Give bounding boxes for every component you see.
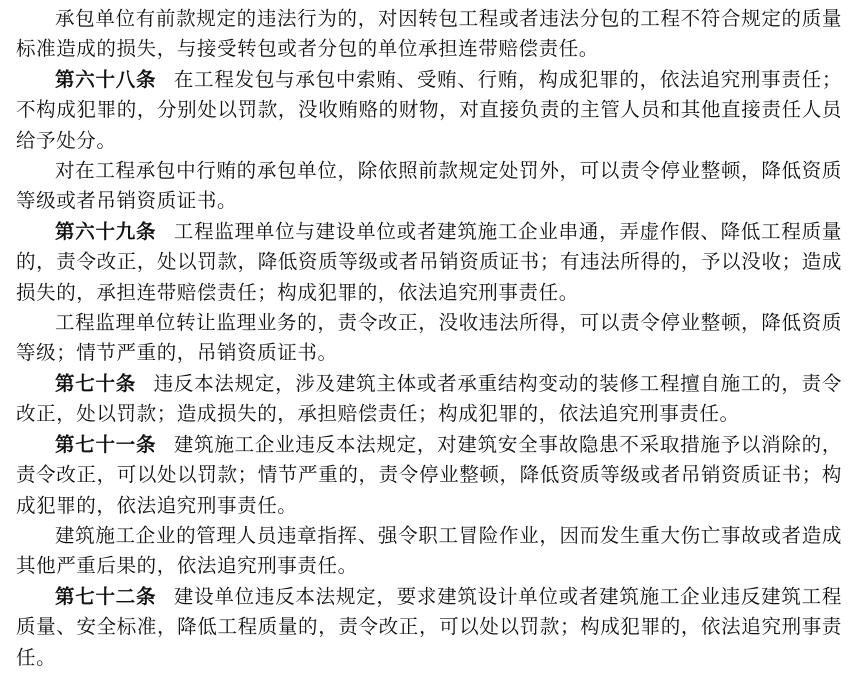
article-70-text: 违反本法规定，涉及建筑主体或者承重结构变动的装修工程擅自施工的，责令改正，处以罚款；造成损失的，承担赔偿责任；构成犯罪的，依法追究刑事责任。 [16,371,842,426]
paragraph-1 [16,4,842,65]
article-70-heading: 第七十条 [55,371,137,395]
article-68-heading: 第六十八条 [55,67,157,91]
paragraph-1-text: 承包单位有前款规定的违法行为的，对因转包工程或者违法分包的工程不符合规定的质量标准造成的损失，与接受转包或者分包的单位承担连带赔偿责任。 [16,7,842,61]
article-72-paragraph [16,582,842,673]
paragraph-3 [16,156,842,217]
article-72-text: 建设单位违反本法规定，要求建筑设计单位或者建筑施工企业违反建筑工程质量、安全标准，降低工程质量的，责令改正，可以处以罚款；构成犯罪的，依法追究刑事责任。 [16,584,842,669]
paragraph-8 [16,521,842,582]
paragraph-3-text: 对在工程承包中行贿的承包单位，除依照前款规定处罚外，可以责令停业整顿，降低资质等级或者吊销资质证书。 [16,159,842,213]
paragraph-5 [16,308,842,369]
article-70-paragraph [16,369,842,430]
article-71-text: 建筑施工企业违反本法规定，对建筑安全事故隐患不采取措施予以消除的，责令改正，可以处以罚款；情节严重的，责令停业整顿，降低资质等级或者吊销资质证书；构成犯罪的，依法追究刑事责任。 [16,432,842,517]
article-68-text: 在工程发包与承包中索贿、受贿、行贿，构成犯罪的，依法追究刑事责任；不构成犯罪的，分别处以罚款，没收贿赂的财物，对直接负责的主管人员和其他直接责任人员给予处分。 [16,67,842,152]
article-69-text: 工程监理单位与建设单位或者建筑施工企业串通，弄虚作假、降低工程质量的，责令改正，处以罚款，降低资质等级或者吊销资质证书；有违法所得的，予以没收；造成损失的，承担连带赔偿责任；构成犯罪的，依法追究刑事责任。 [16,219,842,304]
article-72-heading: 第七十二条 [55,584,157,608]
article-68-paragraph [16,65,842,156]
article-69-paragraph [16,217,842,308]
article-71-heading: 第七十一条 [55,432,157,456]
article-69-heading: 第六十九条 [55,219,157,243]
paragraph-8-text: 建筑施工企业的管理人员违章指挥、强令职工冒险作业，因而发生重大伤亡事故或者造成其他严重后果的，依法追究刑事责任。 [16,523,842,578]
paragraph-5-text: 工程监理单位转让监理业务的，责令改正，没收违法所得，可以责令停业整顿，降低资质等级；情节严重的，吊销资质证书。 [16,311,842,365]
article-71-paragraph [16,430,842,521]
